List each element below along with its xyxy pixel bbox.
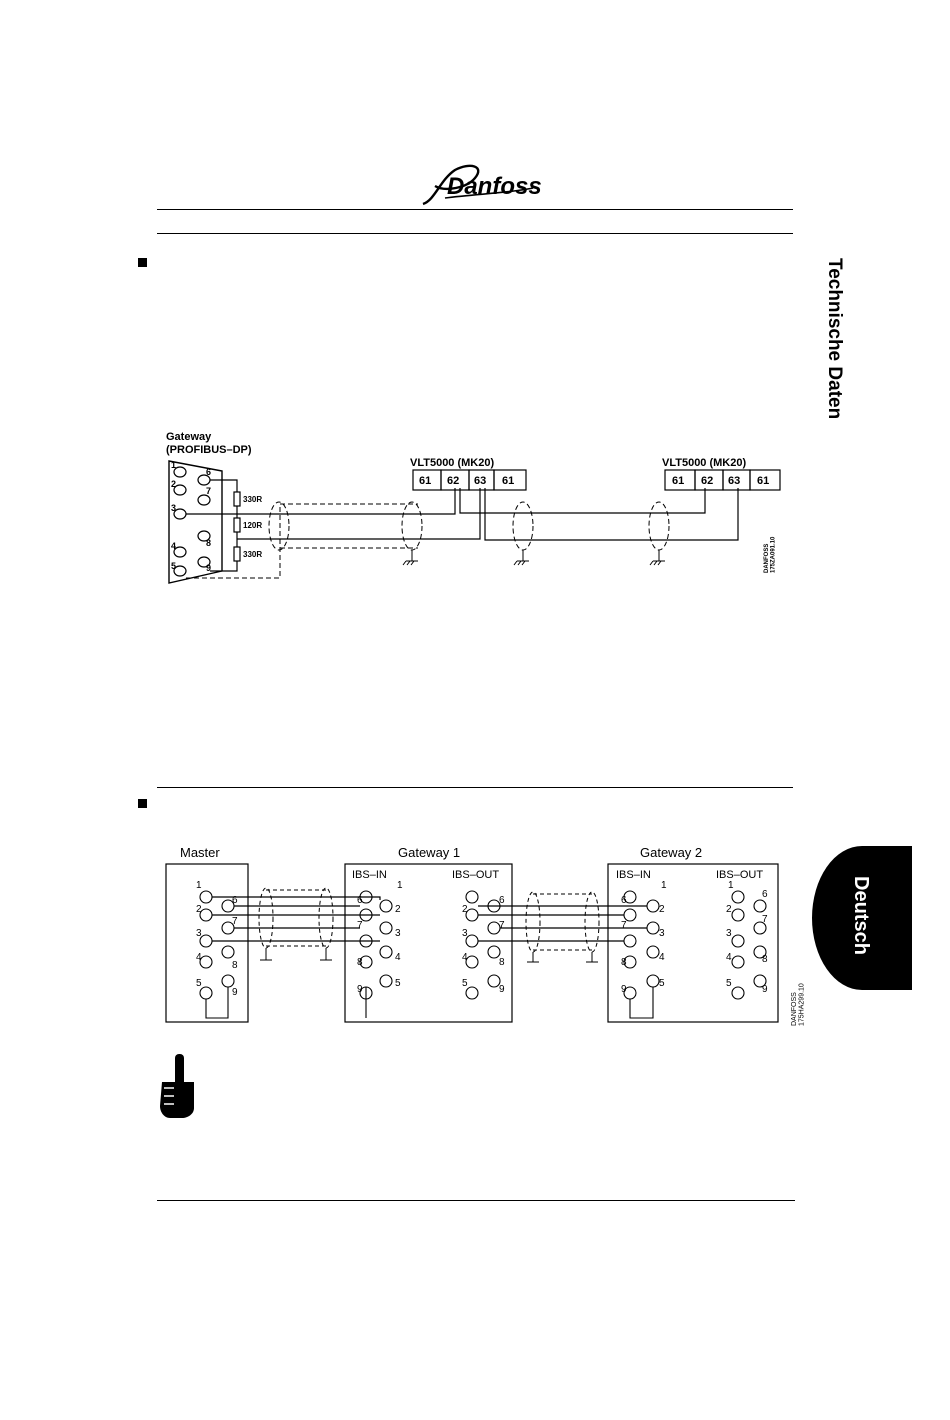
svg-text:2: 2 (659, 904, 665, 915)
svg-text:7: 7 (206, 486, 212, 496)
svg-text:5: 5 (395, 978, 401, 989)
svg-text:2: 2 (171, 479, 177, 489)
svg-text:5: 5 (659, 978, 665, 989)
svg-text:7: 7 (621, 920, 627, 931)
vlt2-terminal-62: 62 (701, 475, 714, 487)
svg-text:8: 8 (621, 957, 627, 968)
svg-text:9: 9 (357, 984, 363, 995)
svg-text:6: 6 (232, 895, 238, 906)
gateway-sub-label: (PROFIBUS–DP) (166, 444, 252, 456)
section-bullet-2 (138, 799, 147, 808)
svg-text:8: 8 (206, 538, 212, 548)
profibus-wiring-diagram (160, 428, 800, 593)
vlt-label-1: VLT5000 (MK20) (410, 457, 495, 469)
svg-text:4: 4 (196, 952, 202, 963)
svg-text:4: 4 (462, 952, 468, 963)
svg-text:5: 5 (196, 978, 202, 989)
gw2-ibs-in: IBS–IN (616, 869, 651, 881)
svg-text:4: 4 (659, 952, 665, 963)
svg-text:9: 9 (206, 563, 212, 573)
interbus-wiring-diagram (160, 840, 805, 1030)
vlt1-terminal-62: 62 (447, 475, 460, 487)
svg-text:2: 2 (196, 904, 202, 915)
svg-text:5: 5 (462, 978, 468, 989)
vlt2-terminal-61b: 61 (757, 475, 770, 487)
svg-text:1: 1 (171, 460, 177, 470)
svg-text:6: 6 (499, 895, 505, 906)
svg-text:8: 8 (357, 957, 363, 968)
dsub-connector (169, 461, 222, 583)
gw2-ibs-out: IBS–OUT (716, 869, 764, 881)
gateway1-label: Gateway 1 (398, 845, 461, 860)
vlt1-terminal-61b: 61 (502, 475, 515, 487)
resistor-330r-bottom: 330R (243, 550, 263, 559)
svg-text:6: 6 (206, 467, 212, 477)
svg-text:7: 7 (499, 920, 505, 931)
svg-text:9: 9 (499, 984, 505, 995)
note-hand-icon (158, 1052, 198, 1120)
svg-text:3: 3 (395, 928, 401, 939)
svg-text:5: 5 (726, 978, 732, 989)
header-rule-bottom (157, 233, 793, 234)
svg-text:6: 6 (621, 895, 627, 906)
diagram2-code: DANFOSS175HA299.10 (791, 983, 806, 1026)
svg-text:1: 1 (661, 880, 667, 891)
svg-text:9: 9 (621, 984, 627, 995)
danfoss-logo (415, 160, 540, 210)
side-title: Technische Daten (824, 258, 845, 420)
language-tab: Deutsch (812, 846, 912, 990)
section-bullet-1 (138, 258, 147, 267)
gw1-ibs-in: IBS–IN (352, 869, 387, 881)
gw1-ibs-out: IBS–OUT (452, 869, 500, 881)
svg-text:3: 3 (462, 928, 468, 939)
svg-text:9: 9 (232, 987, 238, 998)
svg-text:3: 3 (196, 928, 202, 939)
svg-text:5: 5 (171, 561, 177, 571)
svg-text:4: 4 (171, 541, 177, 551)
svg-text:7: 7 (357, 920, 363, 931)
svg-text:1: 1 (728, 880, 734, 891)
svg-text:2: 2 (726, 904, 732, 915)
svg-text:4: 4 (726, 952, 732, 963)
svg-text:2: 2 (462, 904, 468, 915)
gateway2-label: Gateway 2 (640, 845, 703, 860)
vlt-label-2: VLT5000 (MK20) (662, 457, 747, 469)
master-box (166, 864, 248, 1022)
resistor-120r: 120R (243, 521, 263, 530)
vlt2-terminal-61a: 61 (672, 475, 685, 487)
vlt2-terminal-63: 63 (728, 475, 741, 487)
resistor-330r-top: 330R (243, 495, 263, 504)
footer-rule (157, 1200, 795, 1201)
diagram1-code: DANFOSS175ZA091.10 (764, 536, 777, 573)
gateway1-box (345, 864, 512, 1022)
svg-text:3: 3 (171, 503, 177, 513)
header-rule-top (157, 209, 793, 210)
vlt1-terminal-61a: 61 (419, 475, 432, 487)
gateway-label: Gateway (166, 431, 212, 443)
svg-text:6: 6 (357, 895, 363, 906)
svg-text:9: 9 (762, 984, 768, 995)
svg-text:1: 1 (196, 880, 202, 891)
svg-text:3: 3 (659, 928, 665, 939)
master-label: Master (180, 845, 220, 860)
vlt1-terminal-63: 63 (474, 475, 487, 487)
svg-text:4: 4 (395, 952, 401, 963)
svg-text:2: 2 (395, 904, 401, 915)
svg-text:7: 7 (762, 914, 768, 925)
svg-text:6: 6 (762, 889, 768, 900)
svg-text:7: 7 (232, 916, 238, 927)
svg-text:3: 3 (726, 928, 732, 939)
svg-text:8: 8 (762, 954, 768, 965)
svg-text:1: 1 (397, 880, 403, 891)
logo-text: Danfoss (447, 173, 542, 200)
svg-text:8: 8 (232, 960, 238, 971)
svg-text:8: 8 (499, 957, 505, 968)
section-rule (157, 787, 793, 788)
